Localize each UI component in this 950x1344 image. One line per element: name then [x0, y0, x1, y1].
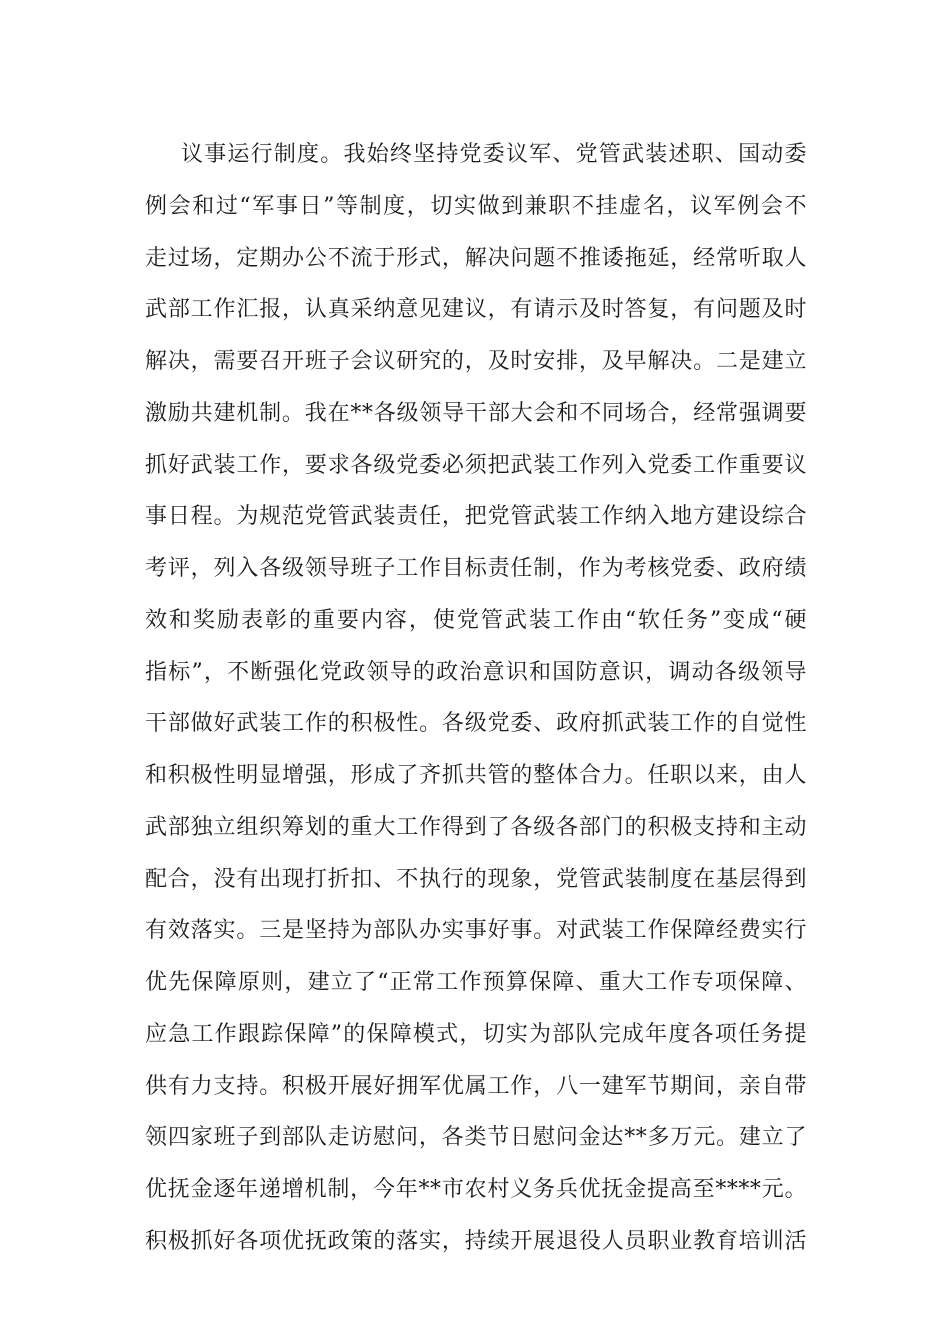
paragraph-line: 积极抓好各项优抚政策的落实，持续开展退役人员职业教育培训活 [145, 1228, 807, 1254]
paragraph-line: 议事运行制度。我始终坚持党委议军、党管武装述职、国动委 [181, 142, 807, 167]
paragraph-line: 和积极性明显增强，形成了齐抓共管的整体合力。任职以来，由人 [145, 763, 807, 788]
paragraph-line: 走过场，定期办公不流于形式，解决问题不推诿拖延，经常听取人 [145, 245, 807, 271]
paragraph-line: 激励共建机制。我在**各级领导干部大会和不同场合，经常强调要 [145, 400, 807, 426]
paragraph-line: 解决，需要召开班子会议研究的，及时安排，及早解决。二是建立 [145, 349, 807, 374]
paragraph-line: 指标”，不断强化党政领导的政治意识和国防意识，调动各级领导 [145, 659, 807, 685]
paragraph-line: 应急工作跟踪保障”的保障模式，切实为部队完成年度各项任务提 [145, 1021, 807, 1047]
paragraph-line: 武部工作汇报，认真采纳意见建议，有请示及时答复，有问题及时 [145, 297, 807, 323]
paragraph-line: 武部独立组织筹划的重大工作得到了各级各部门的积极支持和主动 [145, 814, 807, 840]
paragraph-line: 事日程。为规范党管武装责任，把党管武装工作纳入地方建设综合 [145, 504, 807, 530]
paragraph-line: 优抚金逐年递增机制，今年**市农村义务兵优抚金提高至****元。 [145, 1177, 807, 1202]
paragraph-line: 有效落实。三是坚持为部队办实事好事。对武装工作保障经费实行 [145, 918, 807, 944]
paragraph-line: 例会和过“军事日”等制度，切实做到兼职不挂虚名，议军例会不 [145, 193, 807, 219]
paragraph-line: 配合，没有出现打折扣、不执行的现象，党管武装制度在基层得到 [145, 866, 807, 892]
document-body [145, 129, 807, 1268]
paragraph-line: 领四家班子到部队走访慰问，各类节日慰问金达**多万元。建立了 [145, 1125, 807, 1151]
paragraph-line: 考评，列入各级领导班子工作目标责任制，作为考核党委、政府绩 [145, 556, 807, 581]
paragraph-line: 抓好武装工作，要求各级党委必须把武装工作列入党委工作重要议 [145, 452, 807, 478]
paragraph-line: 干部做好武装工作的积极性。各级党委、政府抓武装工作的自觉性 [145, 711, 807, 737]
paragraph-line: 效和奖励表彰的重要内容，使党管武装工作由“软任务”变成“硬 [145, 607, 807, 633]
paragraph-line: 优先保障原则，建立了“正常工作预算保障、重大工作专项保障、 [145, 970, 807, 995]
paragraph-line: 供有力支持。积极开展好拥军优属工作，八一建军节期间，亲自带 [145, 1073, 807, 1099]
